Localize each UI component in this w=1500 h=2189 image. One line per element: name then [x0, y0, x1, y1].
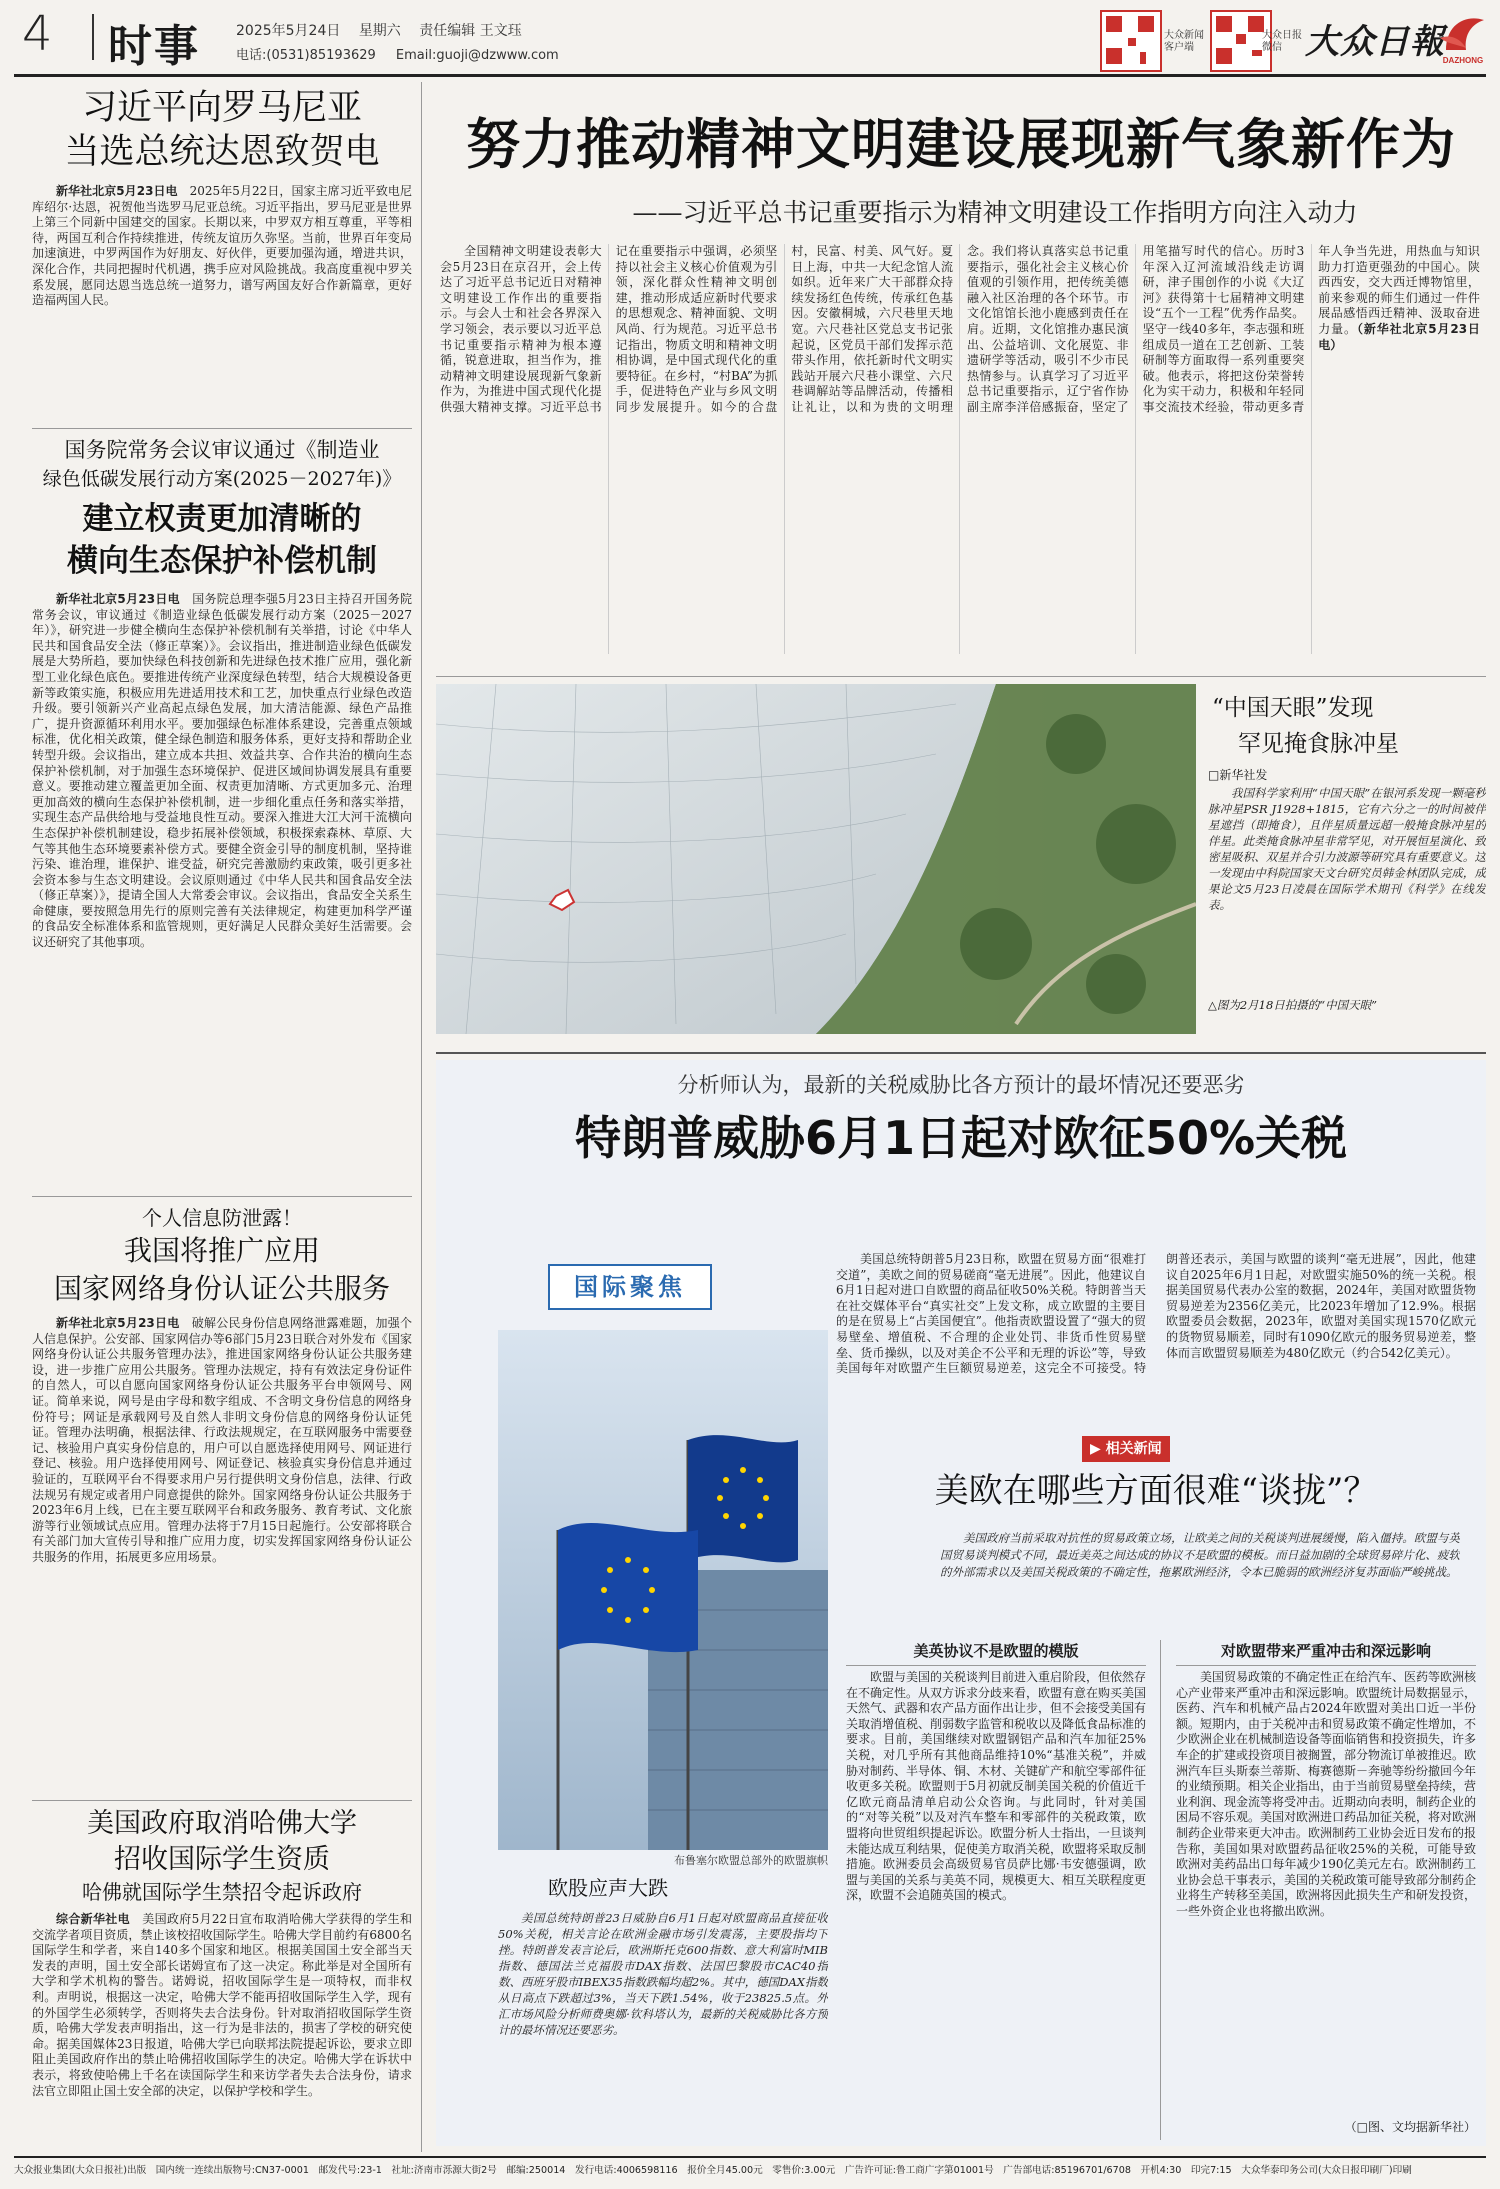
body-text: 2025年5月22日，国家主席习近平致电尼库绍尔·达恩，祝贺他当选罗马尼亚总统。习近平指出，罗马尼亚是世界上第三个同新中国建交的国家。长期以来，中罗双方相互尊重，平等相待，两国互利合作持续推进，传统友谊历久弥坚。当前，世界百年变局加速演进，中罗两国作为好朋友、好伙伴，更要加强沟通，增进共识，深化合作，共同把握时代机遇，携手应对风险挑战。我高度重视中罗关系发展，愿同达恩当选总统一道努力，谱写两国友好合作新篇章，更好造福两国人民。: [32, 184, 412, 308]
related-body-2: [1176, 1670, 1476, 2110]
body-text: 欧盟与美国的关税谈判目前进入重启阶段，但依然存在不确定性。从双方诉求分歧来看，欧盟有意在购买美国天然气、武器和农产品方面作出让步，但不会接受美国有关取消增值税、削弱数字监管和税收以及降低食品标准的要求。目前，美国继续对欧盟钢铝产品和汽车加征25%关税，对几乎所有其他商品维持10%“基准关税”，并威胁对制药、半导体、铜、木材、关键矿产和航空零部件征收更多关税。欧盟则于5月初就反制美国关税的价值近千亿欧元商品清单启动公众咨询。与此同时，针对美国的“对等关税”以及对汽车整车和零部件的关税政策，欧盟将向世贸组织提起诉讼。欧盟分析人士指出，一旦谈判未能达成互利结果，促使美方取消关税，欧盟将采取反制措施。欧洲委员会高级贸易官员萨比娜·韦安德强调，欧盟与美国的关系与美英不同，规模更大、相互关联程度更深，欧盟不会追随英国的模式。: [846, 1670, 1146, 1903]
intl-tag: 国际聚焦: [548, 1264, 712, 1310]
footer-rule: [14, 2156, 1486, 2158]
article-body: [32, 1912, 412, 2158]
eu-stocks-headline: 欧股应声大跌: [548, 1876, 668, 1900]
dateline: 新华社北京5月23日电: [56, 592, 180, 606]
issue-weekday: 星期六: [358, 23, 401, 39]
section-title: 时事: [108, 21, 200, 72]
body-text: 美国政府5月22日宣布取消哈佛大学获得的学生和交流学者项目资质，禁止该校招收国际学生。哈佛大学目前约有6800名国际学生和学者，来自140多个国家和地区。根据美国国土安全部当天发表的声明，国土安全部长诺姆宣布了这一决定。称此举是对全国所有大学和学术机构的警告。诺姆说，招收国际学生是一项特权，而非权利。声明说，根据这一决定，哈佛大学不能再招收国际学生入学，现有的外国学生必须转学，否则将失去合法身份。针对取消招收国际学生资质，哈佛大学发表声明指出，这一行为是非法的，损害了学校的研究使命。据美国媒体23日报道，哈佛大学已向联邦法院提起诉讼，要求立即阻止美国政府作出的禁止哈佛招收国际学生的决定。哈佛大学在诉状中表示，将致使哈佛上千名在读国际学生和来访学者失去合法身份，请求法官立即阻止国土安全部的决定，以保护学校和学生。: [32, 1912, 412, 2098]
article-body: [32, 1316, 412, 1816]
article-harvard: [32, 1806, 412, 2158]
headline-line2: 当选总统达恩致贺电: [64, 132, 380, 172]
fast-article: [1208, 690, 1486, 1013]
body-text: 破解公民身份信息网络泄露难题，加强个人信息保护。公安部、国家网信办等6部门5月23日联合对外发布《国家网络身份认证公共服务管理办法》，推进国家网络身份认证公共服务建设，进一步推广应用公共服务。管理办法规定，持有有效法定身份证件的自然人，可以自愿向国家网络身份认证公共服务平台申领网号、网证。简单来说，网号是由字母和数字组成、不含明文身份信息的网络身份符号；网证是承载网号及自然人非明文身份信息的网络身份认证凭证。管理办法明确，根据法律、行政法规规定，在互联网服务中需要登记、核验用户真实身份信息的，用户可以自愿选择使用网号、网证进行登记、核验。用户选择使用网号、网证登记、核验真实身份信息并通过验证的，互联网平台不得要求用户另行提供明文身份信息，法律、行政法规另有规定或者用户同意提供的除外。国家网络身份认证公共服务于2023年6月上线，已在主要互联网平台和政务服务、教育考试、文化旅游等行业领域试点应用。管理办法将于7月15日起施行。公安部将联合有关部门加大宣传引导和推广应用力度，切实发挥国家网络身份认证公共服务的作用，拓展更多应用场景。: [32, 1316, 412, 1564]
article-congratulation: [32, 86, 412, 364]
fast-source: □新华社发: [1208, 768, 1268, 782]
article-body: [836, 1252, 1476, 1377]
article-body: [32, 184, 412, 364]
article-body: [440, 244, 1480, 416]
footer-imprint: 大众报业集团(大众日报社)出版 国内统一连续出版物号:CN37-0001 邮发代号:23-1 社址:济南市泺源大街2号 邮编:250014 发行电话:4006598116 报价全月45.00元 零售价:3.00元 广告许可证:鲁工商广字第01001号 广告部电话:85196701/6708 开机4:30 印完7:15 大众华泰印务公司(大众日报印刷厂)印刷: [14, 2165, 1412, 2176]
body-text: 美国政府当前采取对抗性的贸易政策立场，让欧美之间的关税谈判进展缓慢，陷入僵持。欧盟与英国贸易谈判模式不同，最近美英之间达成的协议不是欧盟的模板。而日益加剧的全球贸易碎片化、疲软的外部需求以及美国关税政策的不确定性，拖累欧洲经济，令本已脆弱的欧洲经济复苏面临严峻挑战。: [940, 1531, 1460, 1579]
related-intro: [940, 1530, 1460, 1620]
kicker: 个人信息防泄露！: [142, 1206, 302, 1230]
lead-subtitle: ——习近平总书记重要指示为精神文明建设工作指明方向注入动力: [632, 198, 1358, 227]
header-divider: [92, 14, 94, 60]
related-label-text: 相关新闻: [1105, 1441, 1162, 1457]
intl-kicker: 分析师认为，最新的关税威胁比各方预计的最坏情况还要恶劣: [677, 1073, 1245, 1097]
signoff: （新华社北京5月23日电）: [1318, 321, 1480, 352]
article-network-id: [32, 1204, 412, 1816]
email: Email:guoji@dzwww.com: [395, 48, 559, 63]
related-headline: 美欧在哪些方面很难“谈拢”？: [934, 1471, 1378, 1511]
section-divider: [436, 676, 1486, 677]
dateline: 综合新华社电: [56, 1912, 130, 1926]
phone: 电话:(0531)85193629: [236, 48, 376, 63]
qr-label-wechat: 大众日报微信: [1262, 30, 1302, 53]
kicker-line1: 国务院常务会议审议通过《制造业: [64, 438, 380, 462]
headline-line1: 我国将推广应用: [123, 1234, 320, 1267]
article-body: [32, 592, 412, 1177]
page-number: 4: [22, 6, 53, 62]
qr-label-app: 大众新闻客户端: [1164, 30, 1204, 53]
header-meta: [236, 20, 536, 40]
fast-headline-line2: 罕见掩食脉冲星: [1238, 731, 1399, 757]
eu-flags-photo: [498, 1330, 828, 1850]
related-body-1: [846, 1670, 1146, 2140]
headline-line1: 建立权责更加清晰的: [82, 501, 362, 537]
column-divider: [421, 82, 422, 2152]
issue-date: 2025年5月24日: [236, 23, 341, 39]
body-text: 我国科学家利用“中国天眼”在银河系发现一颗毫秒脉冲星PSR J1928+1815，它有六分之一的时间被伴星遮挡（即掩食），且伴星质量远超一般掩食脉冲星的伴星。此类掩食脉冲星非常罕见，对开展恒星演化、致密星吸积、双星并合引力波源等研究具有重要意义。这一发现由中科院国家天文台研究员韩金林团队完成，成果论文5月23日凌晨在国际学术期刊《科学》在线发表。: [1208, 786, 1486, 912]
article-state-council: [32, 436, 412, 1177]
headline-line1: 美国政府取消哈佛大学: [87, 1808, 357, 1839]
related-icon: ▶: [1090, 1441, 1106, 1457]
fast-headline-line1: “中国天眼”发现: [1212, 695, 1374, 721]
dateline: 新华社北京5月23日电: [56, 1316, 180, 1330]
intl-headline: 特朗普威胁6月1日起对欧征50%关税: [574, 1111, 1348, 1165]
body-text: 全国精神文明建设表彰大会5月23日在京召开，会上传达了习近平总书记近日对精神文明建设工作作出的重要指示。与会人士和社会各界深入学习领会，表示要以习近平总书记重要指示精神为根本遵循，锐意进取，担当作为，推动精神文明建设展现新气象新作为，为推进中国式现代化提供强大精神支撑。习近平总书记在重要指示中强调，必须坚持以社会主义核心价值观为引领，深化群众性精神文明创建，推动形成适应新时代要求的思想观念、精神面貌、文明风尚、行为规范。习近平总书记指出，物质文明和精神文明相协调，是中国式现代化的重要特征。在乡村，“村BA”为抓手，促进特色产业与乡风文明同步发展提升。如今的合盘村，民富、村美、风气好。夏日上海，中共一大纪念馆人流如织。近年来广大干部群众持续发扬红色传统，传承红色基因。安徽桐城，六尺巷里天地宽。六尺巷社区党总支书记张起说，区党员干部们发挥示范带头作用，依托新时代文明实践站开展六尺巷小课堂、六尺巷调解站等品牌活动，传播相让礼让，以和为贵的文明理念。我们将认真落实总书记重要指示，强化社会主义核心价值观的引领作用，把传统美德融入社区治理的各个环节。市文化馆馆长池小鹿感到责任在肩。近期，文化馆推办惠民演出、公益培训、文化展览、非遗研学等活动，吸引不少市民热情参与。认真学习了习近平总书记重要指示，辽宁省作协副主席李洋倍感振奋，坚定了用笔描写时代的信心。历时3年深入辽河流域沿线走访调研，津子围创作的小说《大辽河》获得第十七届精神文明建设“五个一工程”优秀作品奖。坚守一线40多年，李志强和班组成员一道在工艺创新、工装研制等方面取得一系列重要突破。他表示，将把这份荣誉转化为实干动力，积极和年轻同事交流技术经验，带动更多青年人争当先进，用热血与知识助力打造更强劲的中国心。陕西西安，交大西迁博物馆里，前来参观的师生们通过一件件展品感悟西迁精神、汲取奋进力量。: [440, 244, 1480, 414]
eu-stocks-body: [498, 1910, 828, 2140]
headline-line1: 习近平向罗马尼亚: [81, 88, 362, 128]
header-rule: [14, 74, 1486, 77]
logo-text: DAZHONG: [1442, 56, 1484, 65]
section-divider: [32, 1800, 412, 1801]
qr-code-icon: [1100, 10, 1162, 72]
kicker-line2: 绿色低碳发展行动方案(2025－2027年)》: [42, 468, 402, 490]
body-text: 美国总统特朗普5月23日称，欧盟在贸易方面“很难打交道”，美欧之间的贸易磋商“毫无进展”。因此，他建议自6月1日起对进口自欧盟的商品征收50%关税。特朗普当天在社交媒体平台“真实社交”上发文称，成立欧盟的主要目的是在贸易上“占美国便宜”。他指责欧盟设置了“强大的贸易壁垒、增值税、不合理的企业处罚、非货币性贸易壁垒、货币操纵，以及对美企不公平和无理的诉讼”等，导致美国每年对欧盟产生巨额贸易逆差，这完全不可接受。特朗普还表示，美国与欧盟的谈判“毫无进展”，因此，他建议自2025年6月1日起，对欧盟实施50%的统一关税。根据美国贸易代表办公室的数据，2024年，美国对欧盟货物贸易逆差为2356亿美元，比2023年增加了12.9%。根据欧盟委员会数据，2023年，欧盟对美国实现1570亿欧元的货物贸易顺差，同时有1090亿欧元的服务贸易逆差，整体而言欧盟贸易顺差为480亿欧元（约合542亿美元）。: [836, 1252, 1476, 1376]
related-subhead-2: 对欧盟带来严重冲击和深远影响: [1176, 1640, 1476, 1666]
related-label: [1082, 1436, 1170, 1462]
lead-body: [440, 244, 1480, 654]
headline-line2: 国家网络身份认证公共服务: [53, 1272, 390, 1305]
fast-caption: △图为2月18日拍摄的“中国天眼”: [1208, 998, 1378, 1012]
section-divider: [436, 1052, 1486, 1054]
body-text: 美国贸易政策的不确定性正在给汽车、医药等欧洲核心产业带来严重冲击和深远影响。欧盟统计局数据显示，医药、汽车和机械产品占2024年欧盟对美出口近一半份额。短期内，由于关税冲击和贸易政策不确定性增加，不少欧洲企业在机械制造设备等面临销售和投资损失，许多车企的扩建或投资项目被搁置，部分物流订单被推迟。欧洲汽车巨头斯泰兰蒂斯、梅赛德斯－奔驰等纷纷撤回今年的业绩预期。相关企业指出，由于当前贸易壁垒持续，营业利润、现金流等将受冲击。近期动向表明，制药企业的困局不容乐观。美国对欧洲进口药品加征关税，将对欧洲制药企业带来更大冲击。欧洲制药工业协会近日发布的报告称，美国如果对欧盟药品征收25%的关税，可能导致欧洲对美药品出口每年减少190亿美元左右。欧洲制药工业协会总干事表示，美国的关税政策可能导致部分制药企业将生产转移至美国，欧洲将因此损失生产和研发投资，一些外资企业也将撤出欧洲。: [1176, 1670, 1476, 1918]
column-divider: [1160, 1640, 1161, 2140]
section-divider: [32, 1196, 412, 1197]
section-divider: [32, 428, 412, 429]
editor: 责任编辑 王文珏: [419, 23, 522, 39]
masthead: 大众日報: [1305, 22, 1445, 62]
newspaper-logo-icon: [1436, 10, 1490, 66]
related-subhead-1: 美英协议不是欧盟的模版: [846, 1640, 1146, 1666]
body-text: 美国总统特朗普23日威胁自6月1日起对欧盟商品直接征收50%关税，相关言论在欧洲金融市场引发震荡，主要股指均下挫。特朗普发表言论后，欧洲斯托克600指数、意大利富时MIB指数、德国法兰克福股市DAX指数、法国巴黎股市CAC40指数、西班牙股市IBEX35指数跌幅均超2%。其中，德国DAX指数从日高点下跌超过3%，当天下跌1.54%，收于23825.5点。外汇市场风险分析师费奥娜·钦科塔认为，最新的关税威胁比各方预计的最坏情况还要恶劣。: [498, 1911, 828, 2037]
subtitle: 哈佛就国际学生禁招令起诉政府: [82, 1880, 362, 1904]
header-contact: [236, 44, 575, 63]
fast-telescope-photo: [436, 684, 1196, 1034]
eu-photo-caption: 布鲁塞尔欧盟总部外的欧盟旗帜: [674, 1854, 828, 1867]
headline-line2: 招收国际学生资质: [114, 1844, 330, 1875]
intl-body: [836, 1252, 1476, 1420]
related-credit: （□图、文均据新华社）: [1344, 2120, 1476, 2134]
headline-line2: 横向生态保护补偿机制: [67, 543, 377, 579]
body-text: 国务院总理李强5月23日主持召开国务院常务会议，审议通过《制造业绿色低碳发展行动方案（2025－2027年）》，研究进一步健全横向生态保护补偿机制有关举措，讨论《中华人民共和国食品安全法（修正草案）》。会议指出，推进制造业绿色低碳发展是大势所趋，要加快绿色科技创新和先进绿色技术推广应用，强化新型工业化绿色底色。要推进传统产业深度绿色转型，结合大规模设备更新等政策实施，积极应用先进适用技术和工艺，加快重点行业绿色改造升级。要引领新兴产业高起点绿色发展，加大清洁能源、绿色产品推广，提升资源循环利用水平。要加强绿色标准体系建设，完善重点领域标准，优化相关政策，健全绿色制造和服务体系，更好支持和帮助企业转型升级。会议指出，建立成本共担、效益共享、合作共治的横向生态保护补偿机制，对于加强生态环境保护、促进区域间协调发展具有重要意义。要推动建立覆盖更加全面、权责更加清晰、方式更加多元、治理更加高效的横向生态保护补偿机制，进一步细化重点任务和落实举措，实现生态产品供给地与受益地良性互动。要深入推进大江大河干流横向生态保护补偿机制建设，稳步拓展补偿领域，积极探索森林、草原、大气等其他生态环境要素补偿方式。要健全资金引导的制度机制，坚持谁污染、谁治理，谁保护、谁受益，研究完善激励约束政策，吸引更多社会资本参与生态文明建设。会议原则通过《中华人民共和国食品安全法（修正草案）》，提请全国人大常委会审议。会议指出，食品安全关系生命健康，要按照急用先行的原则完善有关法律规定，构建更加科学严谨的食品安全标准体系和监管规则，更好满足人民群众美好生活需要。会议还研究了其他事项。: [32, 592, 412, 950]
dateline: 新华社北京5月23日电: [56, 184, 178, 198]
fast-body: [1208, 785, 1486, 995]
lead-headline: 努力推动精神文明建设展现新气象新作为: [466, 113, 1456, 176]
